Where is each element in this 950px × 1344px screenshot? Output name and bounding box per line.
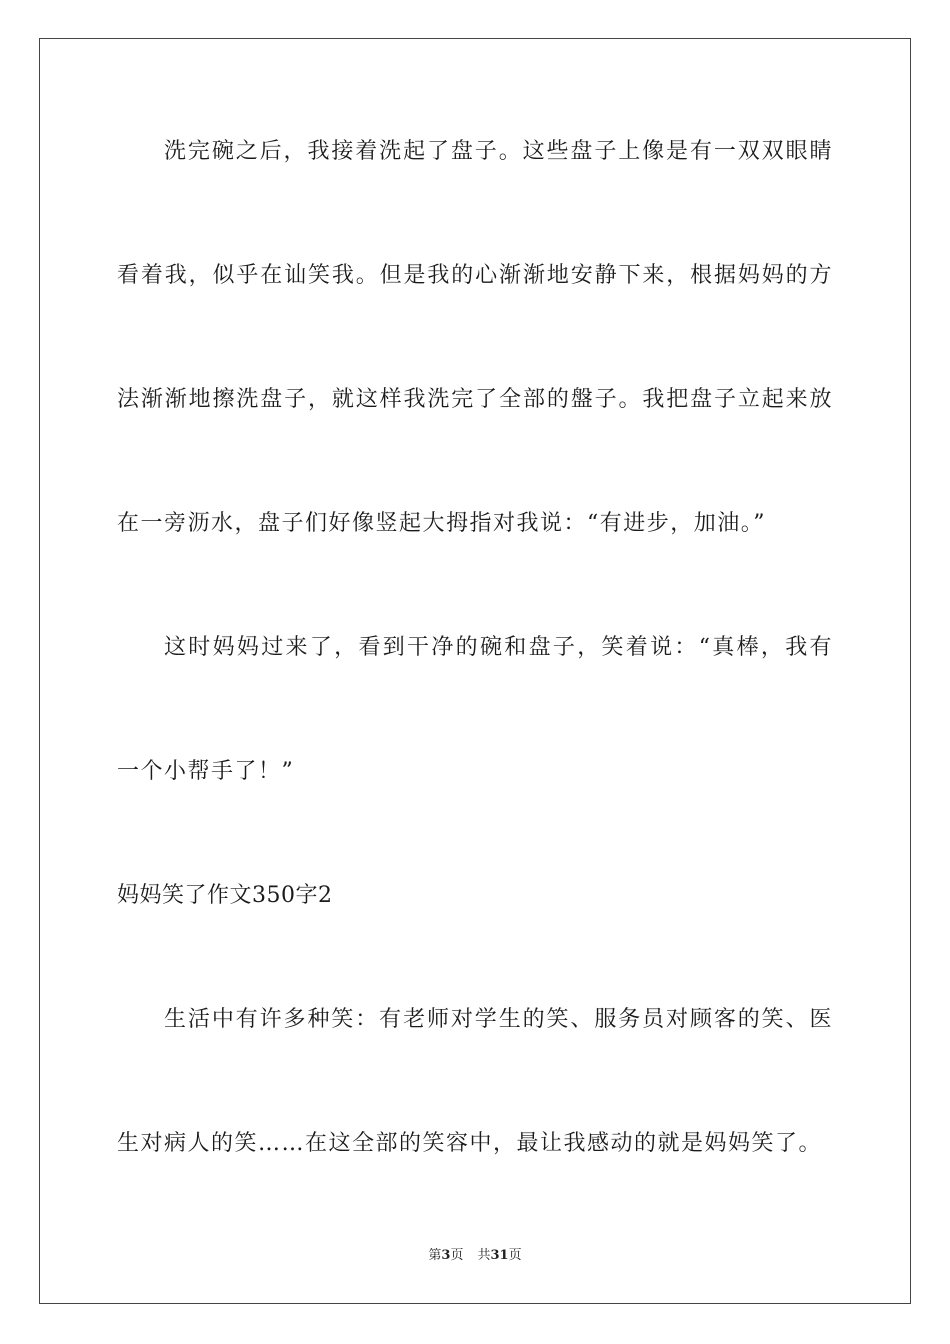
page-footer: [0, 1247, 950, 1265]
paragraph-line: 生活中有许多种笑：有老师对学生的笑、服务员对顾客的笑、医: [164, 1007, 833, 1032]
page-frame: [39, 38, 911, 1304]
paragraph-line: 这时妈妈过来了，看到干净的碗和盘子，笑着说：“真棒，我有: [164, 635, 833, 660]
paragraph-line: 一个小帮手了！”: [117, 759, 295, 784]
paragraph-line: 洗完碗之后，我接着洗起了盘子。这些盘子上像是有一双双眼睛: [164, 139, 833, 164]
paragraph-line: 生对病人的笑……在这全部的笑容中，最让我感动的就是妈妈笑了。: [117, 1131, 823, 1156]
page-number: 3: [441, 1248, 451, 1263]
paragraph-line: 看着我，似乎在讪笑我。但是我的心渐渐地安静下来，根据妈妈的方: [117, 263, 833, 288]
total-prefix: 共: [477, 1248, 491, 1263]
paragraph-line: 法渐渐地擦洗盘子，就这样我洗完了全部的盤子。我把盘子立起来放: [117, 387, 833, 412]
paragraph-line: 在一旁沥水，盘子们好像竖起大拇指对我说：“有进步，加油。”: [117, 511, 766, 536]
section-heading: 妈妈笑了作文350字2: [117, 883, 333, 908]
total-suffix: 页: [508, 1248, 522, 1263]
total-pages: 31: [490, 1248, 509, 1263]
page-suffix: 页: [450, 1248, 464, 1263]
page-prefix: 第: [428, 1248, 442, 1263]
